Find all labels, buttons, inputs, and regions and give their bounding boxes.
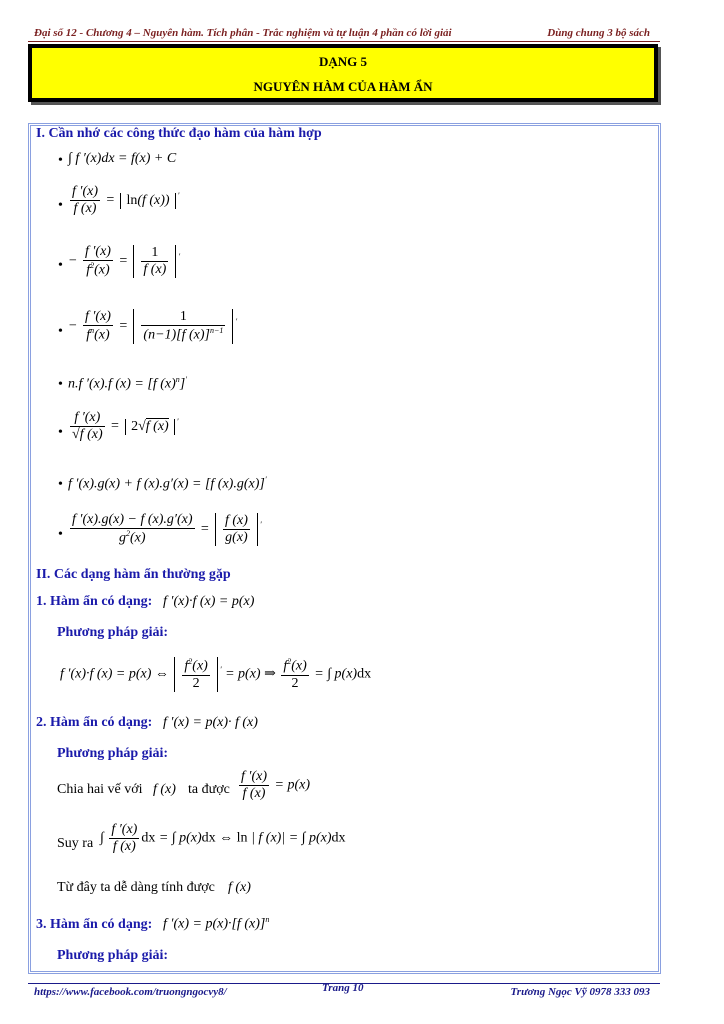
footer-link[interactable]: https://www.facebook.com/truongngocvy8/ xyxy=(34,986,227,998)
case2-integral: ∫ $\frac{f '(x)}{f (x)}$ dx = ∫ p(x)dx ⇔ ln | f (x)| = ∫ p(x)dx xyxy=(100,822,346,854)
formula-8: $\frac{f '(x).g(x) - f (x).g'(x)}{g^2(x)}$ = $\frac{f (x)}{g(x)}$ ′ xyxy=(72,512,262,546)
bullet-icon: • xyxy=(58,527,63,542)
case2-result: f (x) xyxy=(228,880,251,895)
formula-6: $\frac{f '(x)}{√f (x)}$ = 2√f (x) ′ xyxy=(72,410,179,442)
formula-3: − $\frac{f '(x)}{f^2(x)}$ = $\frac{1}{f (x)}$ ′ xyxy=(68,244,181,278)
title-banner xyxy=(28,44,658,102)
bullet-icon: • xyxy=(58,377,63,392)
case2-step3: Từ đây ta dễ dàng tính được xyxy=(57,880,215,895)
case2-step1b: ta được xyxy=(188,782,230,797)
section2-heading: II. Các dạng hàm ẩn thường gặp xyxy=(36,567,231,582)
case3-formula: f ′(x) = p(x)·[f (x)]$^n$ xyxy=(163,915,270,932)
header-left: Đại số 12 - Chương 4 – Nguyên hàm. Tích phân - Trắc nghiệm và tự luận 4 phần có lời giải xyxy=(34,27,452,39)
case1-formula: f ′(x)·f (x) = p(x) xyxy=(163,594,255,609)
case1-label: 1. Hàm ẩn có dạng: xyxy=(36,594,153,609)
footer-author: Trương Ngọc Vỹ 0978 333 093 xyxy=(510,986,650,998)
header-right: Dùng chung 3 bộ sách xyxy=(547,27,650,39)
case2-step1: Chia hai vế với xyxy=(57,782,143,797)
page-number: Trang 10 xyxy=(322,982,364,994)
section1-heading: I. Cần nhớ các công thức đạo hàm của hàm hợp xyxy=(36,126,322,141)
case1-method: Phương pháp giải: xyxy=(57,625,169,640)
case2-method: Phương pháp giải: xyxy=(57,746,169,761)
case3-method: Phương pháp giải: xyxy=(57,948,169,963)
case2-fx: f (x) xyxy=(153,782,176,797)
formula-1: ∫ f ′(x)dx = f(x) + C xyxy=(68,151,177,166)
case2-formula: f ′(x) = p(x)· f (x) xyxy=(163,715,258,730)
case1-solution: f ′(x)·f (x) = p(x) ⇔ $\frac{f^2(x)}{2}$ ′ = p(x) ⇒ $\frac{f^2(x)}{2}$ = ∫ p(x)dx xyxy=(60,657,372,691)
header-rule xyxy=(28,41,660,42)
case2-quotient: $\frac{f '(x)}{f (x)}$ = p(x) xyxy=(241,769,310,801)
case3-label: 3. Hàm ẩn có dạng: xyxy=(36,917,153,932)
formula-7: f ′(x).g(x) + f (x).g′(x) = [f (x).g(x)]′ xyxy=(68,475,267,492)
formula-5: n.f ′(x).f (x) = [f $(x)^n]'$ xyxy=(68,375,187,392)
formula-4: − $\frac{f '(x)}{f^n(x)}$ = $\frac{1}{(n-1)[f (x)]^{n-1}}$ ′ xyxy=(68,309,238,343)
formula-2: $\frac{f '(x)}{f (x)}$ = ln(f (x)) ′ xyxy=(72,184,180,216)
bullet-icon: • xyxy=(58,198,63,213)
bullet-icon: • xyxy=(58,258,63,273)
bullet-icon: • xyxy=(58,425,63,440)
case2-label: 2. Hàm ẩn có dạng: xyxy=(36,715,153,730)
banner-title: DẠNG 5 xyxy=(318,54,368,69)
banner-subtitle: NGUYÊN HÀM CỦA HÀM ẨN xyxy=(253,79,433,94)
case2-step2: Suy ra xyxy=(57,836,94,851)
bullet-icon: • xyxy=(58,477,63,492)
bullet-icon: • xyxy=(58,153,63,168)
bullet-icon: • xyxy=(58,324,63,339)
